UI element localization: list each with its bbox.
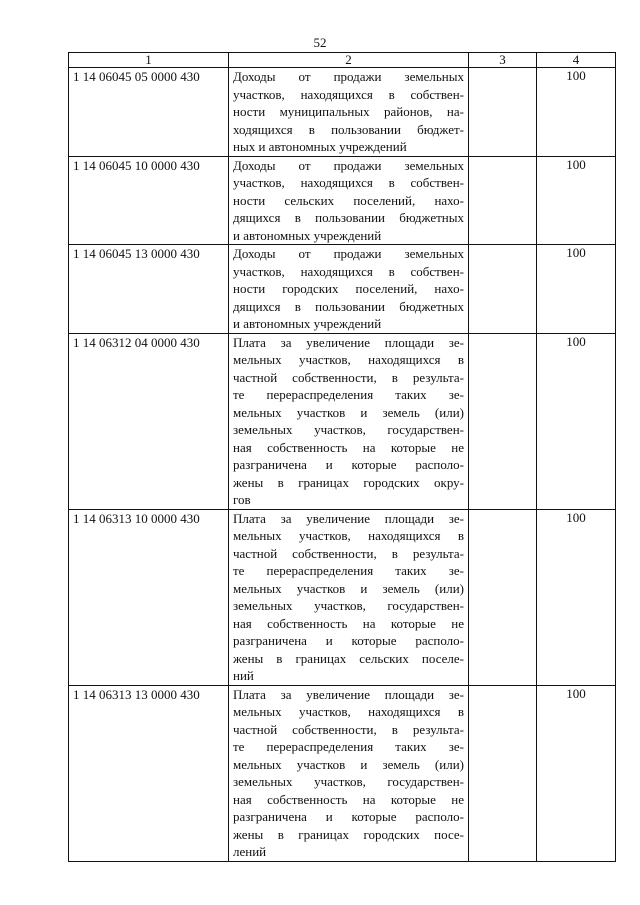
- description-line: гов: [233, 492, 251, 507]
- description-line: ходящихся в пользовании бюджет-: [233, 121, 464, 137]
- description-line: ности муниципальных районов, на-: [233, 104, 464, 119]
- description-line: участков, находящихся в собствен-: [233, 263, 464, 279]
- description-line: ний: [233, 668, 254, 683]
- description-line: мельных участков и земель (или): [233, 580, 464, 596]
- description-line: Доходы от продажи земельных: [233, 157, 464, 173]
- percent-value: 100: [537, 245, 616, 334]
- table-row: [69, 333, 616, 509]
- description-line: и автономных учреждений: [233, 316, 382, 331]
- description-line: земельных участков, государствен-: [233, 422, 464, 437]
- description-line: ности городских поселений, нахо-: [233, 281, 464, 296]
- income-description: [229, 245, 469, 334]
- description-line: мельных участков, находящихся в: [233, 528, 464, 543]
- column-3-cell: [469, 68, 537, 157]
- description-line: Доходы от продажи земельных: [233, 69, 464, 84]
- income-description: [229, 685, 469, 861]
- budget-code: 1 14 06045 05 0000 430: [69, 68, 229, 157]
- description-line: ная собственность на которые не: [233, 615, 464, 631]
- description-line: те перераспределения таких зе-: [233, 387, 464, 402]
- budget-code: 1 14 06045 10 0000 430: [69, 156, 229, 245]
- description-line: участков, находящихся в собствен-: [233, 86, 464, 102]
- table-row: [69, 245, 616, 334]
- description-line: частной собственности, в результа-: [233, 721, 464, 737]
- description-line: и автономных учреждений: [233, 227, 382, 243]
- budget-code: 1 14 06313 10 0000 430: [69, 509, 229, 685]
- percent-value: 100: [537, 333, 616, 509]
- budget-code: 1 14 06045 13 0000 430: [69, 245, 229, 334]
- column-3-cell: [469, 509, 537, 685]
- description-line: ных и автономных учреждений: [233, 139, 407, 154]
- header-row: [69, 53, 616, 68]
- description-line: мельных участков, находящихся в: [233, 352, 464, 367]
- income-description: [229, 156, 469, 245]
- column-3-cell: [469, 333, 537, 509]
- description-line: разграничена и которые располо-: [233, 457, 464, 472]
- description-line: Плата за увеличение площади зе-: [233, 686, 464, 702]
- page-number: 52: [313, 35, 327, 50]
- table-row: [69, 509, 616, 685]
- income-description: [229, 333, 469, 509]
- header-col-1: 1: [69, 53, 229, 68]
- header-col-4: 4: [537, 53, 616, 68]
- income-description: [229, 68, 469, 157]
- description-line: мельных участков и земель (или): [233, 404, 464, 420]
- description-line: земельных участков, государствен-: [233, 774, 464, 789]
- income-description: [229, 509, 469, 685]
- percent-value: 100: [537, 685, 616, 861]
- description-line: дящихся в пользовании бюджетных: [233, 210, 464, 225]
- budget-table: [68, 52, 616, 862]
- percent-value: 100: [537, 509, 616, 685]
- header-col-2: 2: [229, 53, 469, 68]
- description-line: мельных участков, находящихся в: [233, 704, 464, 719]
- description-line: ная собственность на которые не: [233, 439, 464, 455]
- table-row: [69, 685, 616, 861]
- description-line: земельных участков, государствен-: [233, 598, 464, 613]
- description-line: Плата за увеличение площади зе-: [233, 334, 464, 350]
- description-line: частной собственности, в результа-: [233, 369, 464, 385]
- table-row: [69, 156, 616, 245]
- description-line: жены в границах городских посе-: [233, 826, 464, 842]
- description-line: жены в границах городских окру-: [233, 474, 464, 490]
- description-line: Плата за увеличение площади зе-: [233, 510, 464, 526]
- column-3-cell: [469, 245, 537, 334]
- description-line: мельных участков и земель (или): [233, 756, 464, 772]
- description-line: те перераспределения таких зе-: [233, 739, 464, 754]
- budget-code: 1 14 06312 04 0000 430: [69, 333, 229, 509]
- description-line: ности сельских поселений, нахо-: [233, 192, 464, 208]
- description-line: разграничена и которые располо-: [233, 633, 464, 648]
- description-line: те перераспределения таких зе-: [233, 563, 464, 578]
- description-line: жены в границах сельских поселе-: [233, 650, 464, 666]
- percent-value: 100: [537, 156, 616, 245]
- description-line: разграничена и которые располо-: [233, 809, 464, 824]
- description-line: лений: [233, 844, 267, 859]
- description-line: Доходы от продажи земельных: [233, 246, 464, 261]
- column-3-cell: [469, 685, 537, 861]
- description-line: дящихся в пользовании бюджетных: [233, 298, 464, 314]
- table-row: [69, 68, 616, 157]
- header-col-3: 3: [469, 53, 537, 68]
- column-3-cell: [469, 156, 537, 245]
- percent-value: 100: [537, 68, 616, 157]
- description-line: ная собственность на которые не: [233, 791, 464, 807]
- description-line: участков, находящихся в собствен-: [233, 175, 464, 190]
- budget-code: 1 14 06313 13 0000 430: [69, 685, 229, 861]
- description-line: частной собственности, в результа-: [233, 545, 464, 561]
